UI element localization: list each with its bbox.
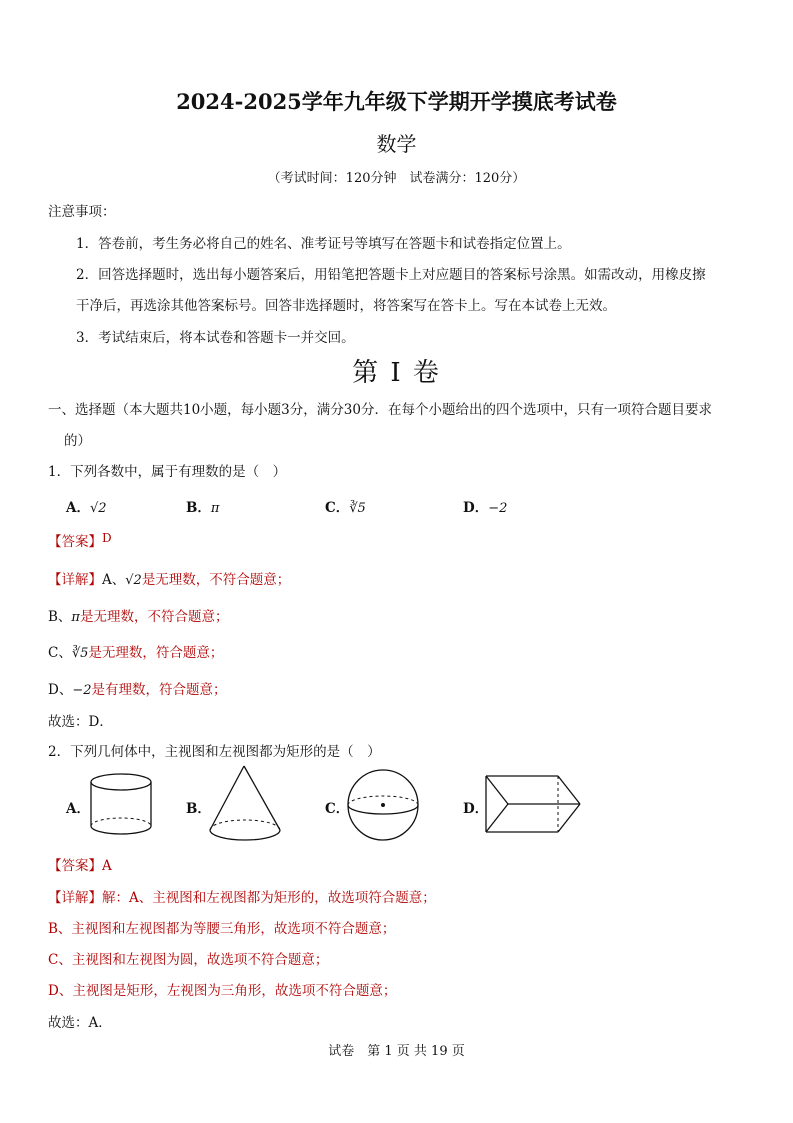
q1-option-b-label: B． xyxy=(186,500,211,516)
notice-item-2-line-1: 2．回答选择题时，选出每小题答案后，用铅笔把答题卡上对应题目的答案标号涂黑。如需改动，用橡皮擦 xyxy=(76,267,706,283)
q2-detail-line-3: C、主视图和左视图为圆，故选项不符合题意； xyxy=(48,952,329,968)
q1-option-b xyxy=(186,496,219,516)
notice-item-2-line-2: 干净后，再选涂其他答案标号。回答非选择题时，将答案写在答卡上。写在本试卷上无效。 xyxy=(76,298,616,314)
q2-detail-line-2: B、主视图和左视图都为等腰三角形，故选项不符合题意； xyxy=(48,921,396,937)
q2-answer xyxy=(48,854,112,874)
q2-option-d-label: D． xyxy=(463,801,489,817)
q1-detail-4-math: −2 xyxy=(72,683,92,698)
q1-detail-tag: 【详解】 xyxy=(48,572,102,588)
notice-heading: 注意事项： xyxy=(48,204,116,220)
sphere-figure xyxy=(346,768,420,842)
q1-detail-2-math: π xyxy=(71,610,80,625)
q2-detail-line-4: D、主视图是矩形，左视图为三角形，故选项不符合题意； xyxy=(48,983,397,999)
q1-option-c-label: C． xyxy=(325,500,350,516)
q2-detail-line-1 xyxy=(48,886,436,906)
q1-detail-1-prefix: A、 xyxy=(102,572,126,588)
q2-option-c-label: C． xyxy=(325,801,350,817)
q1-option-b-value: π xyxy=(210,501,220,516)
q1-conclusion: 故选：D． xyxy=(48,714,113,730)
q2-conclusion: 故选：A． xyxy=(48,1015,112,1031)
q1-option-c-value: ∛5 xyxy=(349,501,366,516)
q1-detail-3-text: 是无理数，符合题意； xyxy=(88,645,224,661)
q2-option-b-label: B． xyxy=(186,801,211,817)
q1-option-a xyxy=(66,496,107,516)
q2-stem: 2．下列几何体中，主视图和左视图都为矩形的是（ ） xyxy=(48,744,381,760)
q2-detail-tag: 【详解】 xyxy=(48,890,102,906)
q1-detail-2-prefix: B、 xyxy=(48,609,72,625)
q1-detail-1-text: 是无理数，不符合题意； xyxy=(141,572,291,588)
q1-detail-line-4 xyxy=(48,678,227,698)
q2-option-a-label: A． xyxy=(66,801,90,817)
q1-detail-1-math: √2 xyxy=(125,573,142,588)
q1-answer xyxy=(48,530,112,550)
q1-detail-3-math: ∛5 xyxy=(71,646,89,661)
q1-detail-2-text: 是无理数，不符合题意； xyxy=(79,609,229,625)
q1-detail-line-2 xyxy=(48,605,228,625)
part1-heading-line-1: 一、选择题（本大题共10小题，每小题3分，满分30分．在每个小题给出的四个选项中，只有一项符合题目要求 xyxy=(48,402,712,418)
q1-detail-4-prefix: D、 xyxy=(48,682,73,698)
q1-option-d-label: D． xyxy=(463,500,489,516)
q1-option-a-label: A． xyxy=(66,500,90,516)
page-footer: 试卷 第 1 页 共 19 页 xyxy=(328,1044,465,1059)
q1-stem: 1．下列各数中，属于有理数的是（ ） xyxy=(48,464,287,480)
cylinder-figure xyxy=(88,770,154,838)
section-title: 第 I 卷 xyxy=(352,358,441,388)
exam-subject: 数学 xyxy=(376,132,417,156)
q1-detail-4-text: 是有理数，符合题意； xyxy=(91,682,227,698)
q2-answer-tag: 【答案】 xyxy=(48,858,102,874)
notice-item-3: 3．考试结束后，将本试卷和答题卡一并交回。 xyxy=(76,330,355,346)
exam-info: （考试时间：120分钟 试卷满分：120分） xyxy=(267,171,526,186)
q1-answer-tag: 【答案】 xyxy=(48,534,102,550)
q2-detail-1-text: 解：A、主视图和左视图都为矩形的，故选项符合题意； xyxy=(102,890,436,906)
part1-heading-line-2: 的） xyxy=(64,433,91,449)
q1-detail-line-1 xyxy=(48,568,290,588)
q1-option-d-value: −2 xyxy=(488,501,508,516)
cone-figure xyxy=(206,764,286,846)
exam-title: 2024-2025学年九年级下学期开学摸底考试卷 xyxy=(176,89,617,114)
prism-figure xyxy=(484,774,584,836)
q1-detail-line-3 xyxy=(48,641,223,661)
q1-detail-3-prefix: C、 xyxy=(48,645,72,661)
notice-item-1: 1．答卷前，考生务必将自己的姓名、准考证号等填写在答题卡和试卷指定位置上。 xyxy=(76,236,571,252)
q2-answer-value: A xyxy=(102,858,112,874)
q1-option-d xyxy=(463,496,507,516)
q1-option-c xyxy=(325,496,366,516)
q1-option-a-value: √2 xyxy=(89,501,107,516)
q1-answer-value: D xyxy=(102,531,112,545)
